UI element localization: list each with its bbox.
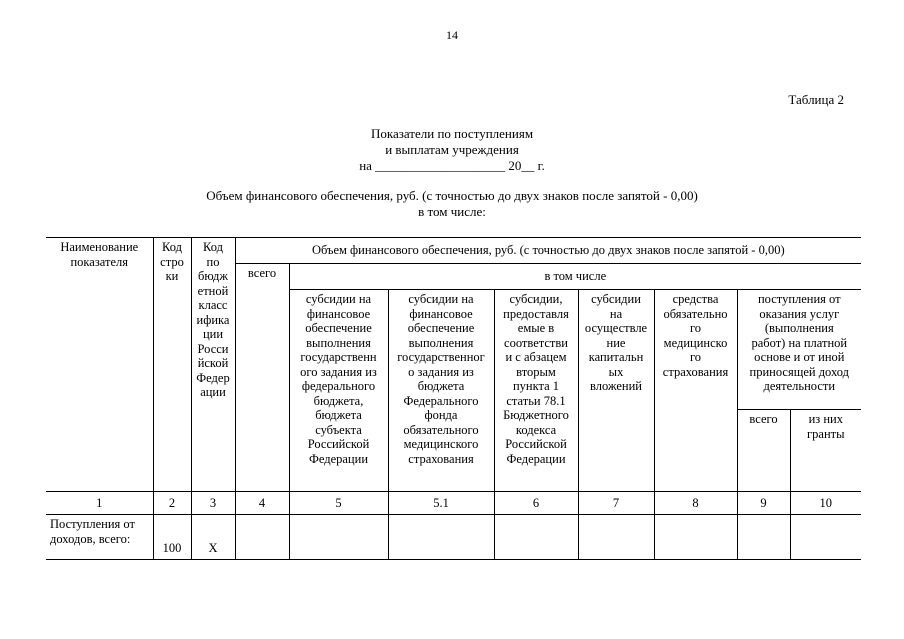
title-line-1: Показатели по поступлениям <box>370 126 534 141</box>
col-number: 3 <box>191 492 235 515</box>
header-col7: субсидии на осуществле ние капитальн ых вложений <box>578 290 654 492</box>
col-number: 4 <box>235 492 289 515</box>
cell-col5-1 <box>388 515 494 560</box>
col-number: 2 <box>153 492 191 515</box>
col-number: 6 <box>494 492 578 515</box>
header-col8: средства обязательно го медицинско го страхования <box>654 290 737 492</box>
cell-col5 <box>289 515 388 560</box>
header-col5-1: субсидии на финансовое обеспечение выполнения государственног о задания из бюджета Федерального фонда обязательного медицинского страхования <box>388 290 494 492</box>
col-number: 1 <box>46 492 153 515</box>
header-budget-code: Код по бюдж етной класс ифика ции Росси йской Федер ации <box>191 238 235 492</box>
header-col6: субсидии, предоставля емые в соответстви и с абзацем вторым пункта 1 статьи 78.1 Бюджетного кодекса Российской Федерации <box>494 290 578 492</box>
header-col9: всего <box>737 410 790 492</box>
header-including: в том числе <box>289 264 861 290</box>
header-total: всего <box>235 264 289 492</box>
subheading-line-1: Объем финансового обеспечения, руб. (с точностью до двух знаков после запятой - 0,00) <box>206 188 698 203</box>
table-label: Таблица 2 <box>788 92 844 107</box>
header-col10: из них гранты <box>790 410 861 492</box>
cell-col10 <box>790 515 861 560</box>
header-col9-10: поступления от оказания услуг (выполнения работ) на платной основе и от иной приносящей доход деятельности <box>737 290 861 410</box>
page-title <box>0 126 904 174</box>
row-name: Поступления от доходов, всего: <box>46 515 153 560</box>
title-line-2: и выплатам учреждения <box>385 142 519 157</box>
col-number: 7 <box>578 492 654 515</box>
cell-col8 <box>654 515 737 560</box>
cell-col7 <box>578 515 654 560</box>
col-number: 9 <box>737 492 790 515</box>
page-number: 14 <box>446 28 458 42</box>
row-code: 100 <box>153 515 191 560</box>
col-number: 8 <box>654 492 737 515</box>
header-name: Наименование показателя <box>46 238 153 492</box>
header-col5: субсидии на финансовое обеспечение выполнения государственн ого задания из федерального бюджета, бюджета субъекта Российской Федерации <box>289 290 388 492</box>
subheading <box>0 188 904 220</box>
cell-col6 <box>494 515 578 560</box>
col-number: 5 <box>289 492 388 515</box>
col-number: 5.1 <box>388 492 494 515</box>
subheading-line-2: в том числе: <box>418 204 486 219</box>
cell-col4 <box>235 515 289 560</box>
cell-col9 <box>737 515 790 560</box>
header-volume: Объем финансового обеспечения, руб. (с точностью до двух знаков после запятой - 0,00) <box>235 238 861 264</box>
col-number: 10 <box>790 492 861 515</box>
indicators-table <box>46 237 861 560</box>
header-row-code: Код стро ки <box>153 238 191 492</box>
row-budget-code: X <box>191 515 235 560</box>
title-line-3: на ____________________ 20__ г. <box>359 158 545 173</box>
